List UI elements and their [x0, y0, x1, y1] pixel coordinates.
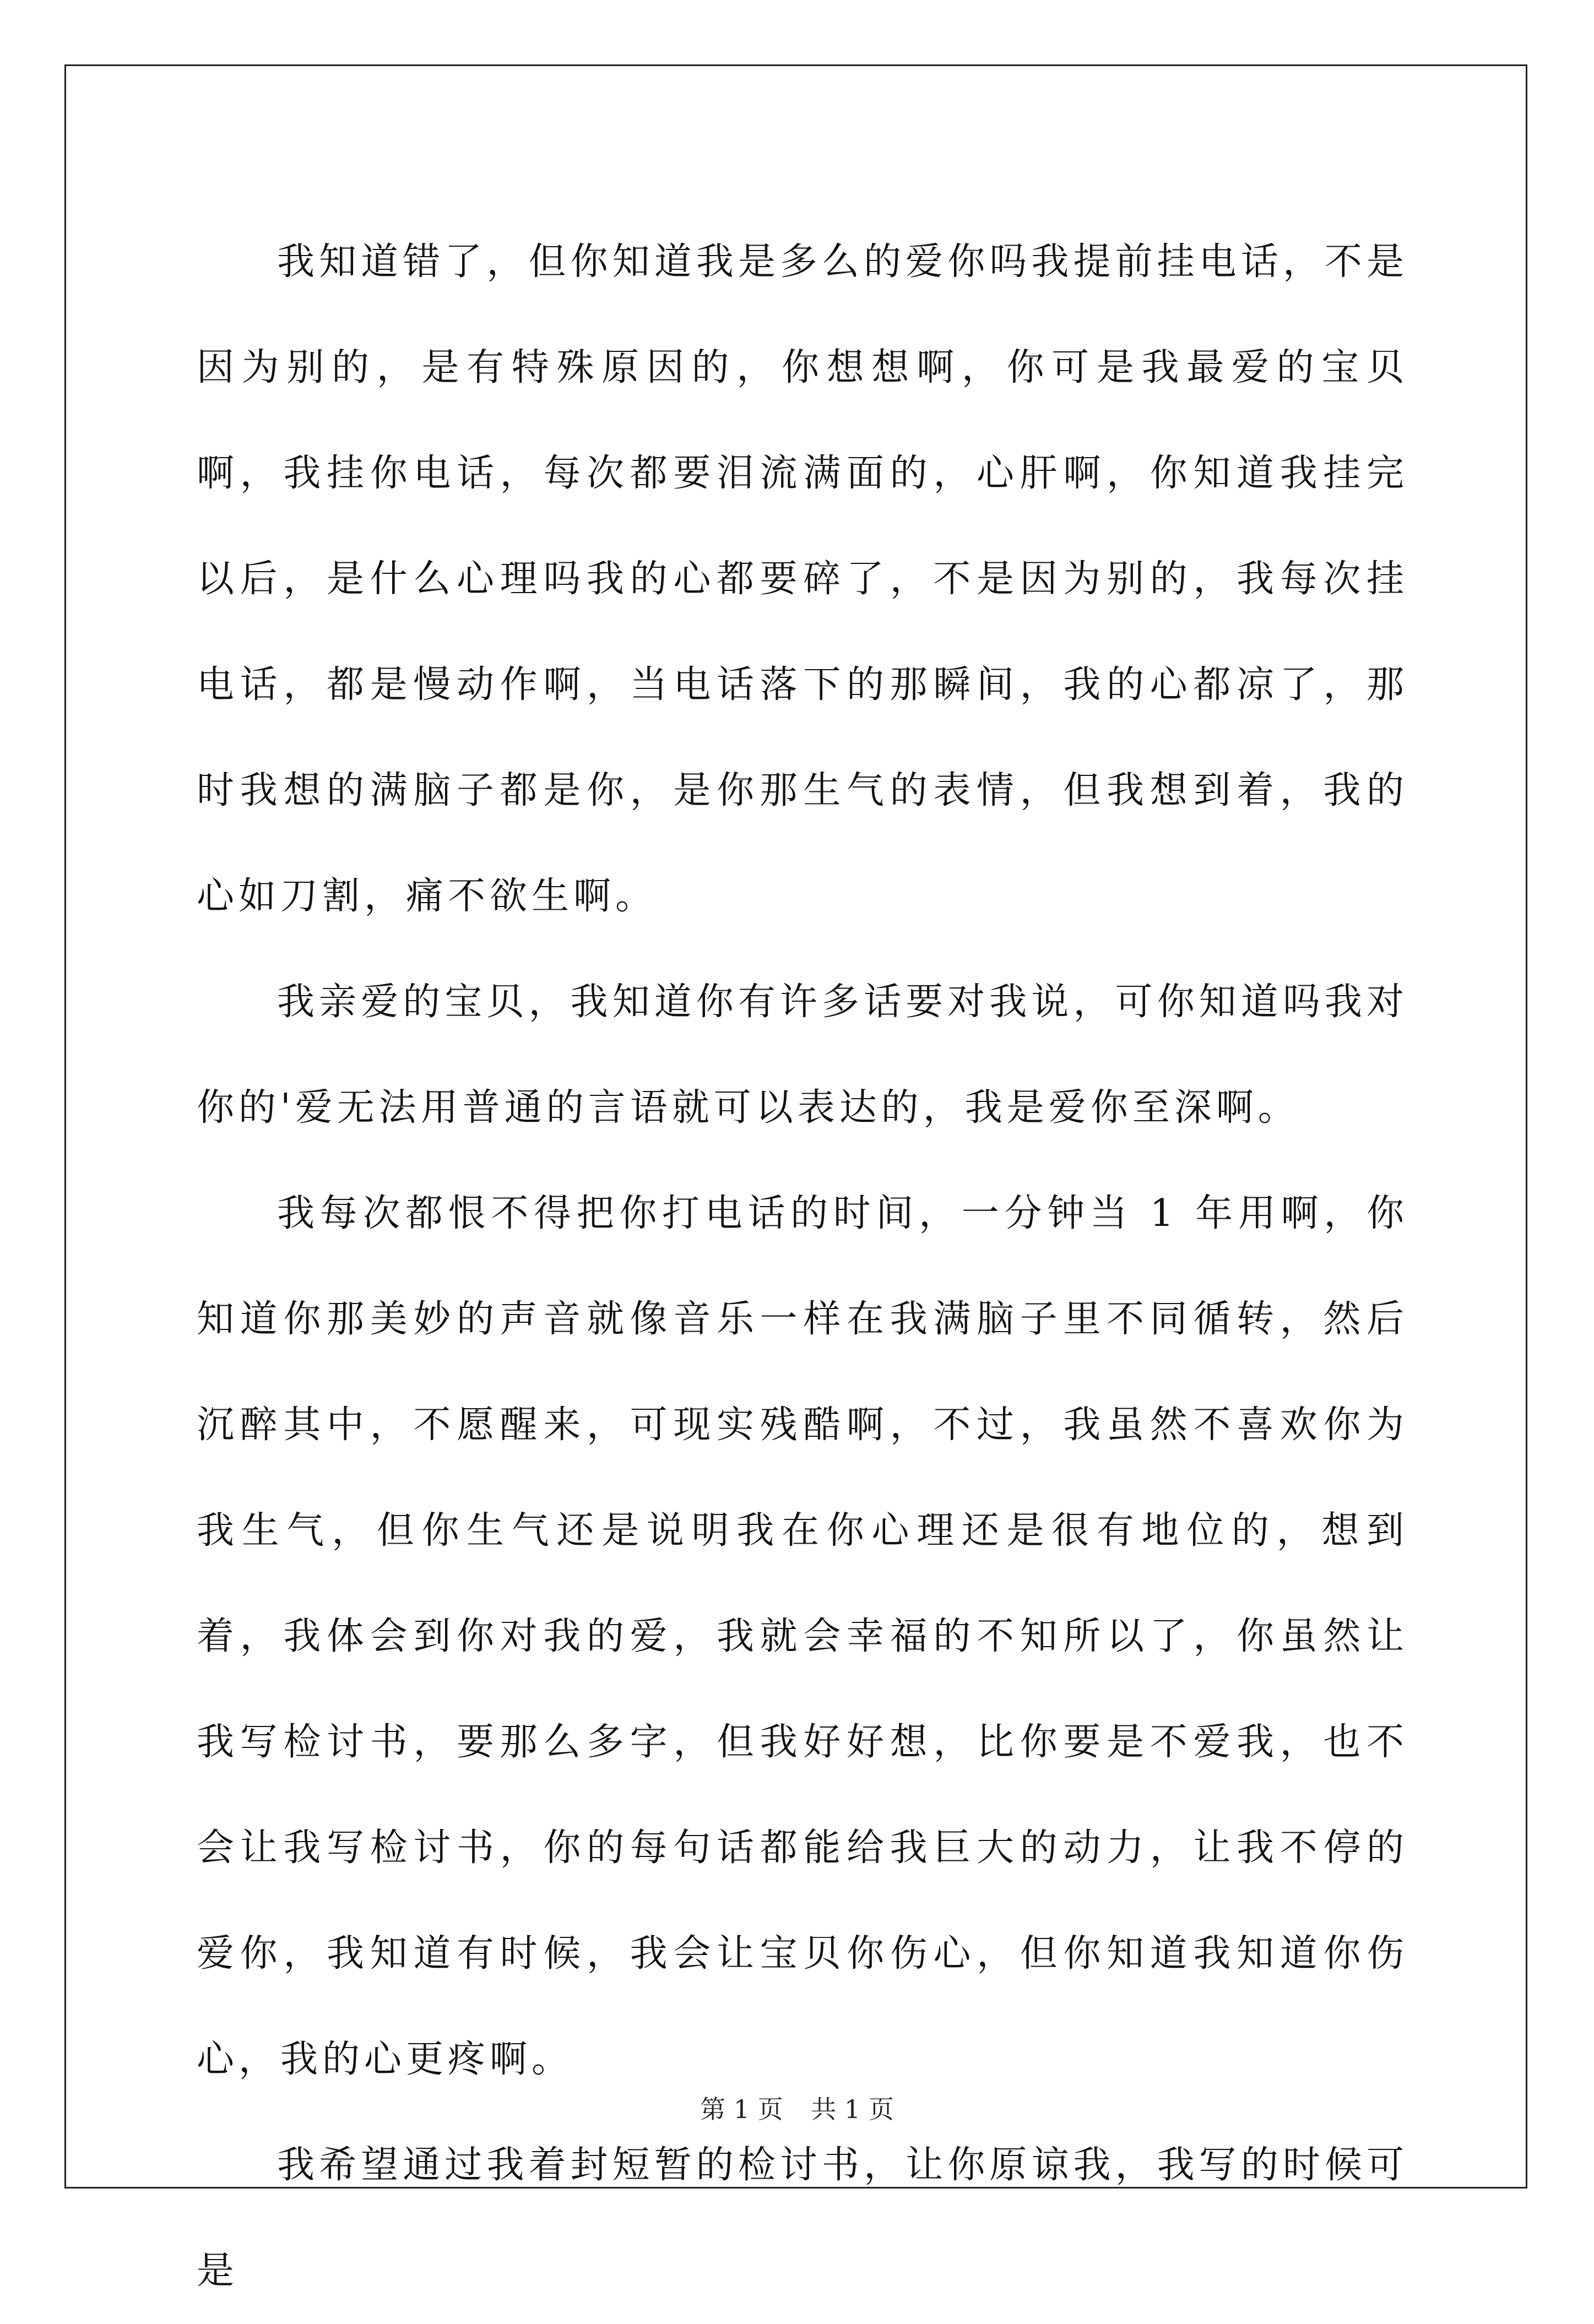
- page-number-total: 共 1 页: [811, 2094, 894, 2124]
- paragraph-4: 我希望通过我着封短暂的检讨书，让你原谅我，我写的时候可是: [197, 2143, 1408, 2293]
- page-number-current: 第 1 页: [700, 2094, 783, 2124]
- page-footer: [0, 2093, 1594, 2126]
- document-body: [197, 209, 1408, 2324]
- paragraph-1: 我知道错了，但你知道我是多么的爱你吗我提前挂电话，不是因为别的，是有特殊原因的，你想想啊，你可是我最爱的宝贝啊，我挂你电话，每次都要泪流满面的，心肝啊，你知道我挂完以后，是什么心理吗我的心都要碎了，不是因为别的，我每次挂电话，都是慢动作啊，当电话落下的那瞬间，我的心都凉了，那时我想的满脑子都是你，是你那生气的表情，但我想到着，我的心如刀割，痛不欲生啊。: [197, 240, 1408, 918]
- paragraph-2: 我亲爱的宝贝，我知道你有许多话要对我说，可你知道吗我对你的'爱无法用普通的言语就可以表达的，我是爱你至深啊。: [197, 980, 1408, 1130]
- paragraph-3: 我每次都恨不得把你打电话的时间，一分钟当 1 年用啊，你知道你那美妙的声音就像音乐一样在我满脑子里不同循转，然后沉醉其中，不愿醒来，可现实残酷啊，不过，我虽然不喜欢你为我生气，但你生气还是说明我在你心理还是很有地位的，想到着，我体会到你对我的爱，我就会幸福的不知所以了，你虽然让我写检讨书，要那么多字，但我好好想，比你要是不爱我，也不会让我写检讨书，你的每句话都能给我巨大的动力，让我不停的爱你，我知道有时候，我会让宝贝你伤心，但你知道我知道你伤心，我的心更疼啊。: [197, 1192, 1408, 2081]
